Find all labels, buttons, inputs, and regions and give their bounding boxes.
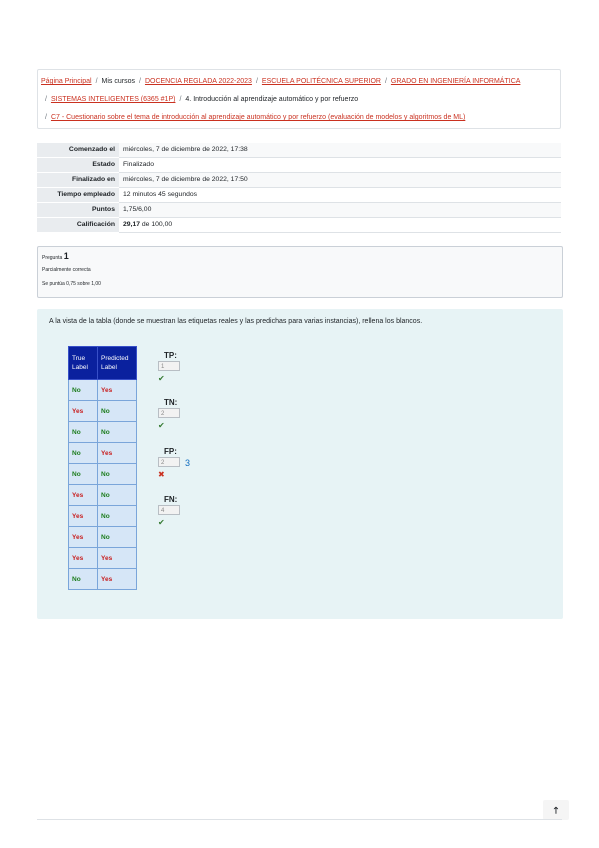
question-prompt: A la vista de la tabla (donde se muestran las etiquetas reales y las predichas para varias instancias), rellena los blancos. [49,318,423,325]
breadcrumb-line-2: / SISTEMAS INTELIGENTES (6365 #1P) / 4. Introducción al aprendizaje automático y por refuerzo [45,96,359,103]
predicted-label-cell: Yes [98,443,137,464]
labels-row [69,485,137,506]
question-grade: Se puntúa 0,75 sobre 1,00 [42,281,101,287]
true-label-header: True Label [69,347,98,380]
summary-label: Puntos [37,203,119,218]
labels-row [69,380,137,401]
grade-value: 29,17 [123,221,141,228]
blank-tn [158,398,198,430]
fp-label: FP: [164,447,177,456]
true-label-cell: No [69,443,98,464]
breadcrumb-quiz-link[interactable]: C7 - Cuestionario sobre el tema de introducción al aprendizaje automático y por refuerzo (evaluación de modelos y algoritmos de ML) [50,114,466,121]
predicted-label-cell: No [98,464,137,485]
summary-row [37,218,561,233]
check-icon: ✔ [158,421,165,430]
summary-label: Comenzado el [37,143,119,158]
question-info-box [37,246,563,298]
summary-value: Finalizado [119,158,561,173]
breadcrumb-home-link[interactable]: Página Principal [41,78,92,85]
fp-correct-answer: 3 [185,458,191,468]
labels-row [69,422,137,443]
question-content [37,309,563,619]
breadcrumb-grado-link[interactable]: GRADO EN INGENIERÍA INFORMÁTICA [390,78,521,85]
predicted-label-cell: No [98,422,137,443]
labels-row [69,443,137,464]
summary-label: Estado [37,158,119,173]
summary-value: miércoles, 7 de diciembre de 2022, 17:38 [119,143,561,158]
summary-label: Tiempo empleado [37,188,119,203]
breadcrumb-line-3: / C7 - Cuestionario sobre el tema de introducción al aprendizaje automático y por refuerzo (evaluación de modelos y algoritmos de ML) [45,114,466,121]
labels-row [69,401,137,422]
predicted-label-header: Predicted Label [98,347,137,380]
footer-divider [37,819,562,820]
summary-row [37,188,561,203]
true-label-cell: No [69,464,98,485]
labels-row [69,569,137,590]
blank-fp [158,447,198,479]
true-label-cell: Yes [69,527,98,548]
summary-row [37,158,561,173]
true-label-cell: Yes [69,485,98,506]
true-label-cell: No [69,380,98,401]
tn-label: TN: [164,398,178,407]
true-label-cell: Yes [69,548,98,569]
predicted-label-cell: No [98,485,137,506]
fn-answer-field[interactable]: 4 [158,505,180,515]
fn-label: FN: [164,495,178,504]
question-prefix: Pregunta [42,255,63,261]
attempt-summary-table [37,143,561,233]
labels-row [69,506,137,527]
summary-row [37,143,561,158]
summary-row [37,203,561,218]
summary-value: 1,75/6,00 [119,203,561,218]
summary-label: Finalizado en [37,173,119,188]
check-icon: ✔ [158,374,165,383]
cross-icon: ✖ [158,470,165,479]
breadcrumb-course-link[interactable]: SISTEMAS INTELIGENTES (6365 #1P) [50,96,176,103]
predicted-label-cell: Yes [98,548,137,569]
summary-value [119,218,561,233]
summary-value: miércoles, 7 de diciembre de 2022, 17:50 [119,173,561,188]
predicted-label-cell: No [98,506,137,527]
breadcrumb-my-courses: Mis cursos [101,78,135,85]
predicted-label-cell: Yes [98,569,137,590]
predicted-label-cell: No [98,527,137,548]
back-to-top-button[interactable]: 🡑 [543,800,569,820]
true-label-cell: Yes [69,401,98,422]
blank-tp [158,351,198,383]
breadcrumb-docencia-link[interactable]: DOCENCIA REGLADA 2022-2023 [144,78,252,85]
labels-header-row [69,347,137,380]
predicted-label-cell: No [98,401,137,422]
question-number [42,251,69,261]
breadcrumb-line-1: Página Principal / Mis cursos / DOCENCIA REGLADA 2022-2023 / ESCUELA POLITÉCNICA SUPERIOR / GRADO EN INGENIERÍA INFORMÁTICA [41,78,521,85]
tp-label: TP: [164,351,177,360]
question-number-value: 1 [63,251,69,261]
check-icon: ✔ [158,518,165,527]
true-label-cell: No [69,569,98,590]
summary-value: 12 minutos 45 segundos [119,188,561,203]
predicted-label-cell: Yes [98,380,137,401]
summary-row [37,173,561,188]
labels-row [69,527,137,548]
question-state: Parcialmente correcta [42,267,91,273]
labels-row [69,464,137,485]
labels-table [68,346,137,590]
true-label-cell: Yes [69,506,98,527]
breadcrumb-escuela-link[interactable]: ESCUELA POLITÉCNICA SUPERIOR [261,78,381,85]
breadcrumb [37,69,561,129]
grade-max: de 100,00 [140,221,173,228]
labels-row [69,548,137,569]
fp-answer-field[interactable]: 2 [158,457,180,467]
summary-label: Calificación [37,218,119,233]
breadcrumb-section: 4. Introducción al aprendizaje automático y por refuerzo [185,96,359,103]
true-label-cell: No [69,422,98,443]
tn-answer-field[interactable]: 2 [158,408,180,418]
tp-answer-field[interactable]: 1 [158,361,180,371]
blank-fn [158,495,198,527]
